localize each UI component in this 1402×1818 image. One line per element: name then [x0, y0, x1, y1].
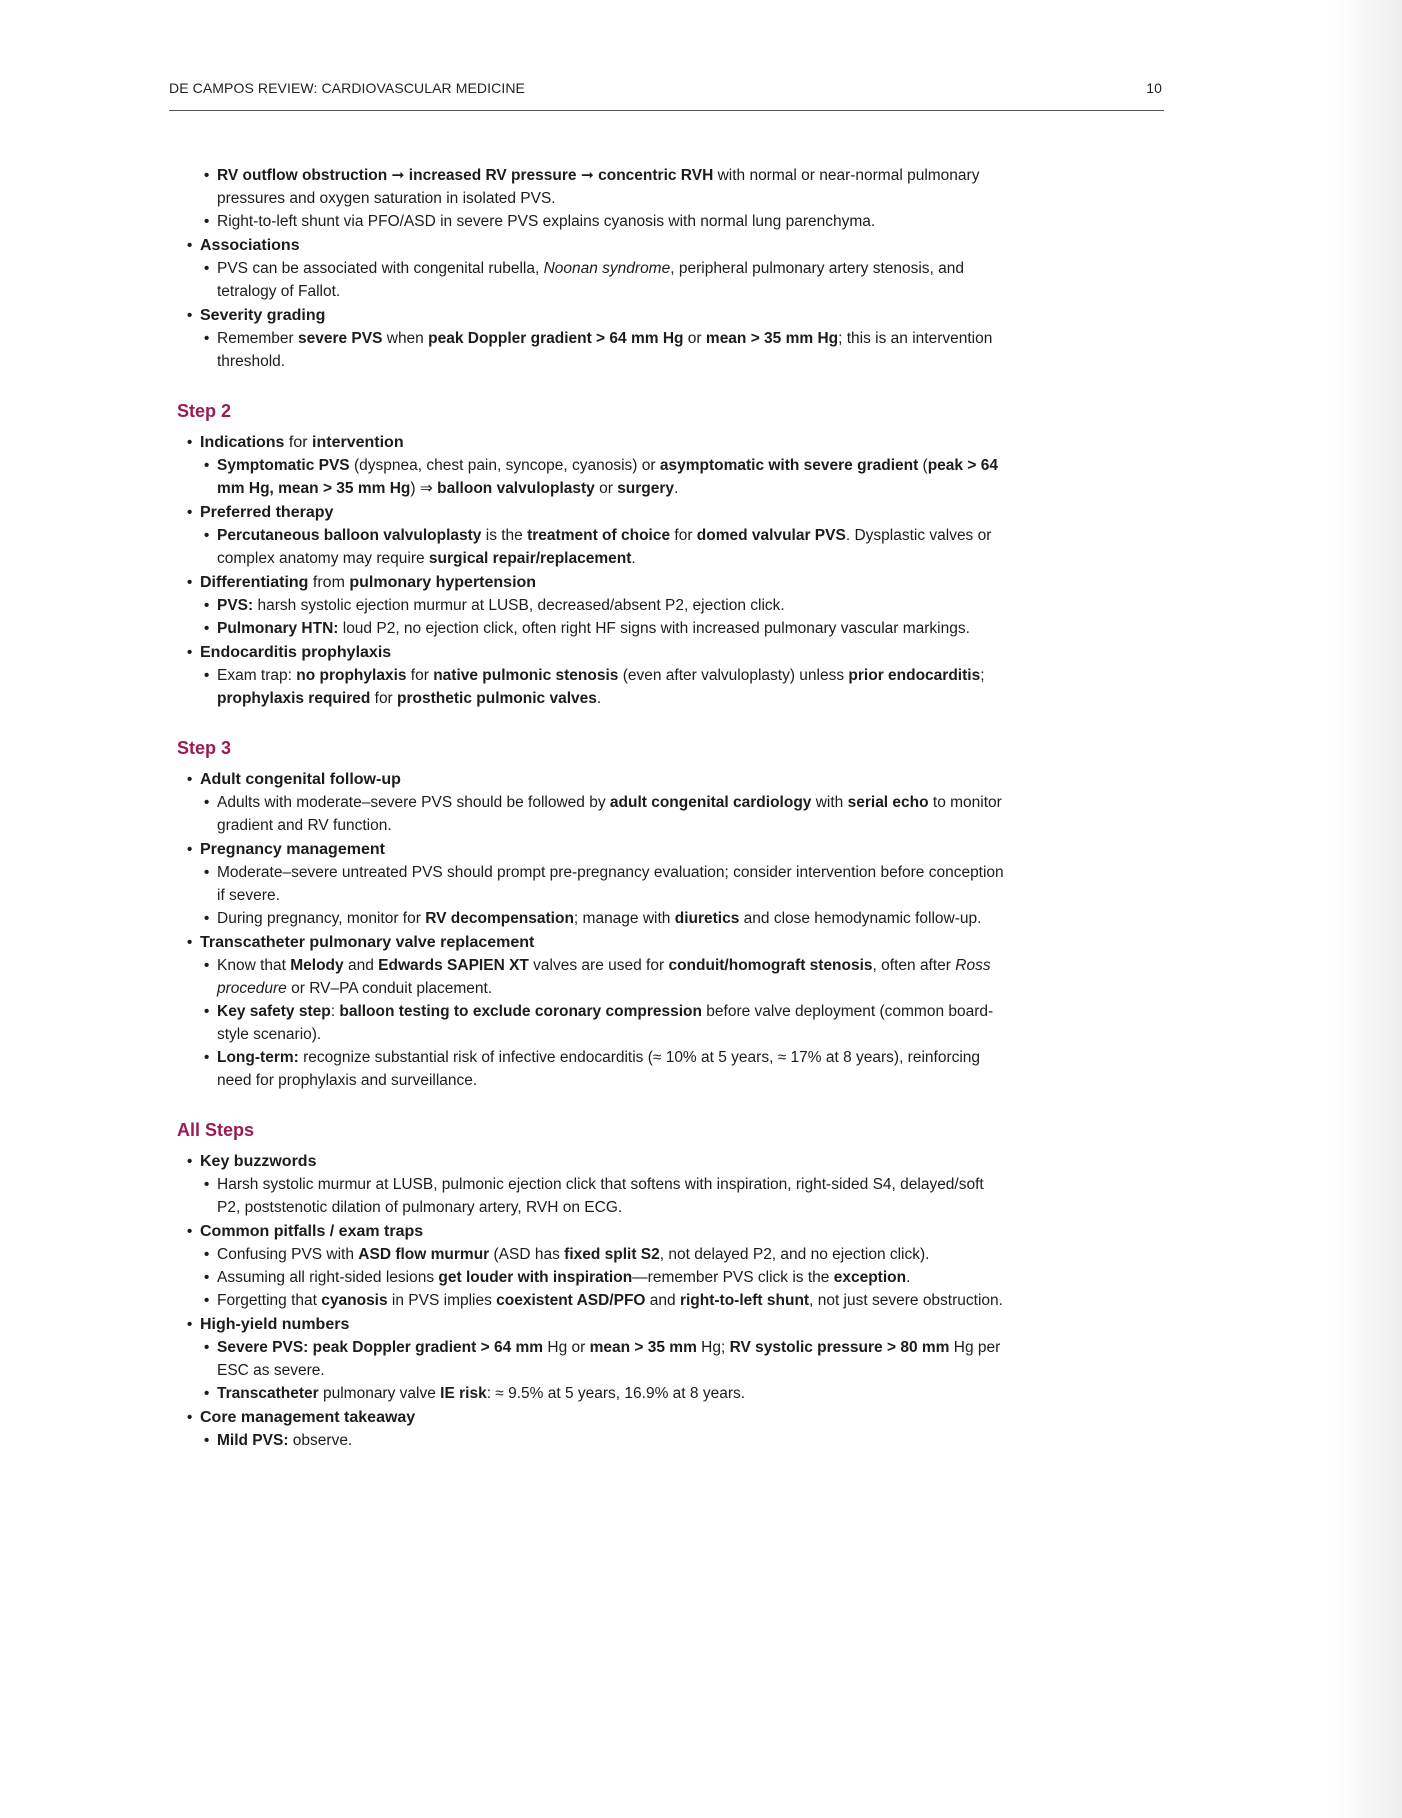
- section-list: [177, 431, 1007, 710]
- outline-item-label: • Common pitfalls / exam traps: [200, 1223, 424, 1240]
- sub-bullet-item: • Forgetting that cyanosis in PVS implies coexistent ASD/PFO and right-to-left shunt, not just severe obstruction.: [217, 1289, 1007, 1312]
- outline-item-label: • Differentiating from pulmonary hypertension: [200, 574, 537, 591]
- outline-item-label: • Key buzzwords: [200, 1153, 317, 1170]
- page-edge-shadow: [1332, 0, 1402, 1818]
- outline-item: [200, 838, 1007, 930]
- sub-bullet-item: • Exam trap: no prophylaxis for native pulmonic stenosis (even after valvuloplasty) unless prior endocarditis; prophylaxis required for prosthetic pulmonic valves.: [217, 664, 1007, 710]
- section-list: [177, 768, 1007, 1092]
- outline-item: [200, 501, 1007, 570]
- outline-item: [200, 768, 1007, 837]
- sub-bullet-item: • Confusing PVS with ASD flow murmur (ASD has fixed split S2, not delayed P2, and no ejection click).: [217, 1243, 1007, 1266]
- sub-bullet-item: • Remember severe PVS when peak Doppler gradient > 64 mm Hg or mean > 35 mm Hg; this is an intervention threshold.: [217, 327, 1007, 373]
- outline-item: [200, 1313, 1007, 1405]
- sub-bullet-item: • Harsh systolic murmur at LUSB, pulmonic ejection click that softens with inspiration, right-sided S4, delayed/soft P2, poststenotic dilation of pulmonary artery, RVH on ECG.: [217, 1173, 1007, 1219]
- outline-item-label: • Pregnancy management: [200, 841, 385, 858]
- sub-bullet-item: • Pulmonary HTN: loud P2, no ejection click, often right HF signs with increased pulmonary vascular markings.: [217, 617, 1007, 640]
- sub-bullet-list: [200, 664, 1007, 710]
- sub-bullet-item: • Right-to-left shunt via PFO/ASD in severe PVS explains cyanosis with normal lung parenchyma.: [217, 210, 1007, 233]
- outline-item: [200, 1220, 1007, 1312]
- outline-item-label: • Transcatheter pulmonary valve replacement: [200, 934, 535, 951]
- sub-bullet-item: • During pregnancy, monitor for RV decompensation; manage with diuretics and close hemodynamic follow-up.: [217, 907, 1007, 930]
- intro-list: [177, 164, 1007, 373]
- outline-item-label: • Core management takeaway: [200, 1409, 416, 1426]
- sub-bullet-list: [200, 164, 1007, 233]
- sub-bullet-item: • Key safety step: balloon testing to exclude coronary compression before valve deployment (common board-style scenario).: [217, 1000, 1007, 1046]
- outline-item-label: • Endocarditis prophylaxis: [200, 644, 392, 661]
- section-heading: Step 3: [177, 738, 232, 758]
- sub-bullet-list: [200, 861, 1007, 930]
- sub-bullet-item: • Mild PVS: observe.: [217, 1429, 1007, 1452]
- outline-item-label: • Associations: [200, 237, 300, 254]
- outline-item: [200, 1150, 1007, 1219]
- sub-bullet-item: • Transcatheter pulmonary valve IE risk: ≈ 9.5% at 5 years, 16.9% at 8 years.: [217, 1382, 1007, 1405]
- outline-item-label: • Adult congenital follow-up: [200, 771, 401, 788]
- outline-item: [200, 571, 1007, 640]
- sub-bullet-list: [200, 954, 1007, 1092]
- outline-item: [200, 304, 1007, 373]
- sub-bullet-item: • PVS can be associated with congenital rubella, Noonan syndrome, peripheral pulmonary artery stenosis, and tetralogy of Fallot.: [217, 257, 1007, 303]
- sub-bullet-item: • Symptomatic PVS (dyspnea, chest pain, syncope, cyanosis) or asymptomatic with severe gradient (peak > 64 mm Hg, mean > 35 mm Hg) ⇒ balloon valvuloplasty or surgery.: [217, 454, 1007, 500]
- header-title: DE CAMPOS REVIEW: CARDIOVASCULAR MEDICINE: [169, 80, 525, 96]
- section-heading: Step 2: [177, 401, 232, 421]
- sub-bullet-item: • Moderate–severe untreated PVS should prompt pre-pregnancy evaluation; consider intervention before conception if severe.: [217, 861, 1007, 907]
- sub-bullet-list: [200, 1336, 1007, 1405]
- sub-bullet-list: [200, 594, 1007, 640]
- sub-bullet-list: [200, 791, 1007, 837]
- outline-item: [200, 1406, 1007, 1452]
- outline-item-label: • High-yield numbers: [200, 1316, 350, 1333]
- running-header: [169, 80, 1164, 111]
- sub-bullet-item: • PVS: harsh systolic ejection murmur at LUSB, decreased/absent P2, ejection click.: [217, 594, 1007, 617]
- outline-item-label: • Preferred therapy: [200, 504, 334, 521]
- sub-bullet-item: • Severe PVS: peak Doppler gradient > 64 mm Hg or mean > 35 mm Hg; RV systolic pressure > 80 mm Hg per ESC as severe.: [217, 1336, 1007, 1382]
- sub-bullet-list: [200, 1429, 1007, 1452]
- section-list: [177, 1150, 1007, 1452]
- main-content: [177, 164, 1007, 1453]
- sub-bullet-list: [200, 1173, 1007, 1219]
- section-heading: All Steps: [177, 1120, 255, 1140]
- outline-item-label: • Indications for intervention: [200, 434, 404, 451]
- sub-bullet-list: [200, 1243, 1007, 1312]
- sub-bullet-item: • RV outflow obstruction ➞ increased RV pressure ➞ concentric RVH with normal or near-normal pulmonary pressures and oxygen saturation in isolated PVS.: [217, 164, 1007, 210]
- outline-item: [200, 164, 1007, 233]
- outline-item: [200, 931, 1007, 1092]
- sub-bullet-list: [200, 257, 1007, 303]
- outline-item: [200, 431, 1007, 500]
- sub-bullet-list: [200, 454, 1007, 500]
- outline-item: [200, 641, 1007, 710]
- sub-bullet-item: • Assuming all right-sided lesions get louder with inspiration—remember PVS click is the exception.: [217, 1266, 1007, 1289]
- sub-bullet-item: • Know that Melody and Edwards SAPIEN XT valves are used for conduit/homograft stenosis, often after Ross procedure or RV–PA conduit placement.: [217, 954, 1007, 1000]
- outline-item: [200, 234, 1007, 303]
- sub-bullet-item: • Percutaneous balloon valvuloplasty is the treatment of choice for domed valvular PVS. Dysplastic valves or complex anatomy may require surgical repair/replacement.: [217, 524, 1007, 570]
- outline-item-label: • Severity grading: [200, 307, 326, 324]
- page-number: 10: [1146, 80, 1162, 96]
- sub-bullet-item: • Adults with moderate–severe PVS should be followed by adult congenital cardiology with serial echo to monitor gradient and RV function.: [217, 791, 1007, 837]
- sub-bullet-item: • Long-term: recognize substantial risk of infective endocarditis (≈ 10% at 5 years, ≈ 17% at 8 years), reinforcing need for prophylaxis and surveillance.: [217, 1046, 1007, 1092]
- sub-bullet-list: [200, 327, 1007, 373]
- sub-bullet-list: [200, 524, 1007, 570]
